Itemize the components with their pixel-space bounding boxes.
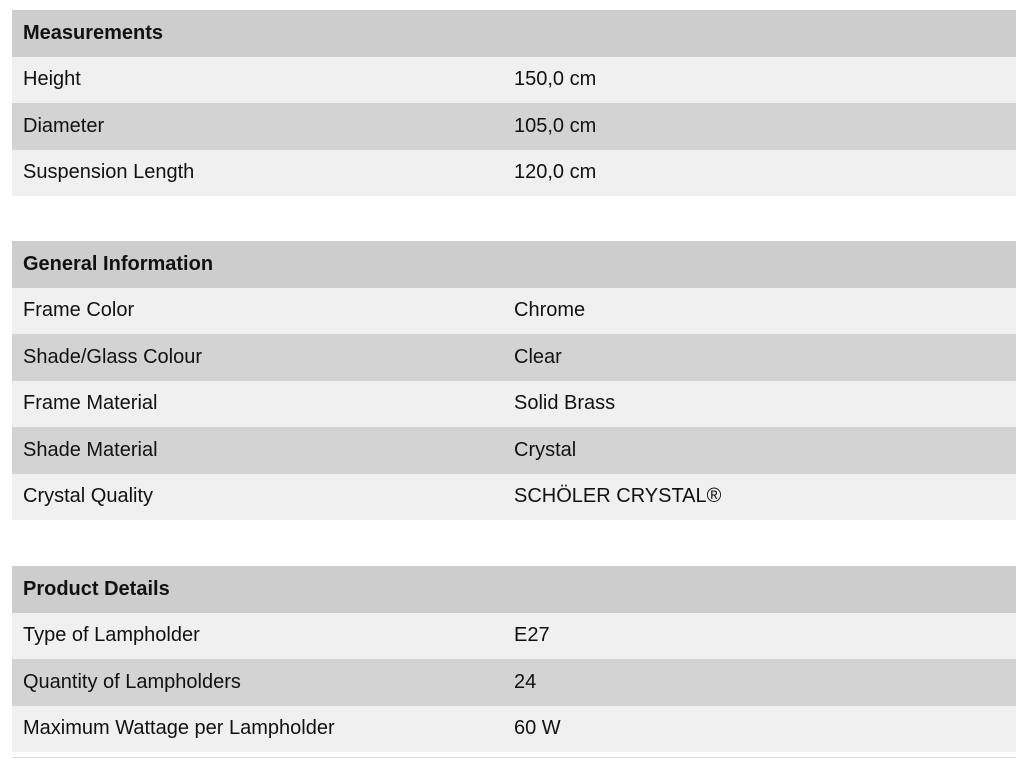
row-value: Crystal <box>514 438 577 461</box>
table-row <box>12 706 1016 753</box>
row-label: Diameter <box>23 114 105 137</box>
row-value: 60 W <box>514 717 561 740</box>
row-label: Maximum Wattage per Lampholder <box>23 717 335 740</box>
row-value: 150,0 cm <box>514 68 597 91</box>
general-information-table <box>12 241 1016 520</box>
bottom-divider <box>12 757 1016 758</box>
section-title: Measurements <box>23 21 164 44</box>
row-label: Frame Color <box>23 299 135 322</box>
table-row <box>12 103 1016 150</box>
row-label: Shade/Glass Colour <box>23 345 202 368</box>
section-title: General Information <box>23 252 214 275</box>
row-label: Height <box>23 68 81 91</box>
row-value: 120,0 cm <box>514 161 597 184</box>
row-value: 24 <box>514 670 537 693</box>
table-row <box>12 659 1016 706</box>
row-value: SCHÖLER CRYSTAL® <box>514 485 722 508</box>
section-header <box>12 10 1016 57</box>
row-value: E27 <box>514 624 550 647</box>
row-label: Suspension Length <box>23 161 195 184</box>
row-label: Quantity of Lampholders <box>23 670 241 693</box>
row-value: 105,0 cm <box>514 114 597 137</box>
row-value: Clear <box>514 345 562 368</box>
row-label: Type of Lampholder <box>23 624 200 647</box>
table-row <box>12 57 1016 104</box>
table-row <box>12 474 1016 521</box>
row-label: Shade Material <box>23 438 158 461</box>
section-header <box>12 241 1016 288</box>
row-value: Chrome <box>514 299 586 322</box>
row-value: Solid Brass <box>514 392 616 415</box>
table-row <box>12 613 1016 660</box>
table-row <box>12 427 1016 474</box>
section-header <box>12 566 1016 613</box>
table-row <box>12 150 1016 197</box>
row-label: Crystal Quality <box>23 485 154 508</box>
product-details-table <box>12 566 1016 752</box>
table-row <box>12 334 1016 381</box>
table-row <box>12 381 1016 428</box>
measurements-table <box>12 10 1016 196</box>
table-row <box>12 288 1016 335</box>
section-title: Product Details <box>23 577 170 600</box>
row-label: Frame Material <box>23 392 158 415</box>
